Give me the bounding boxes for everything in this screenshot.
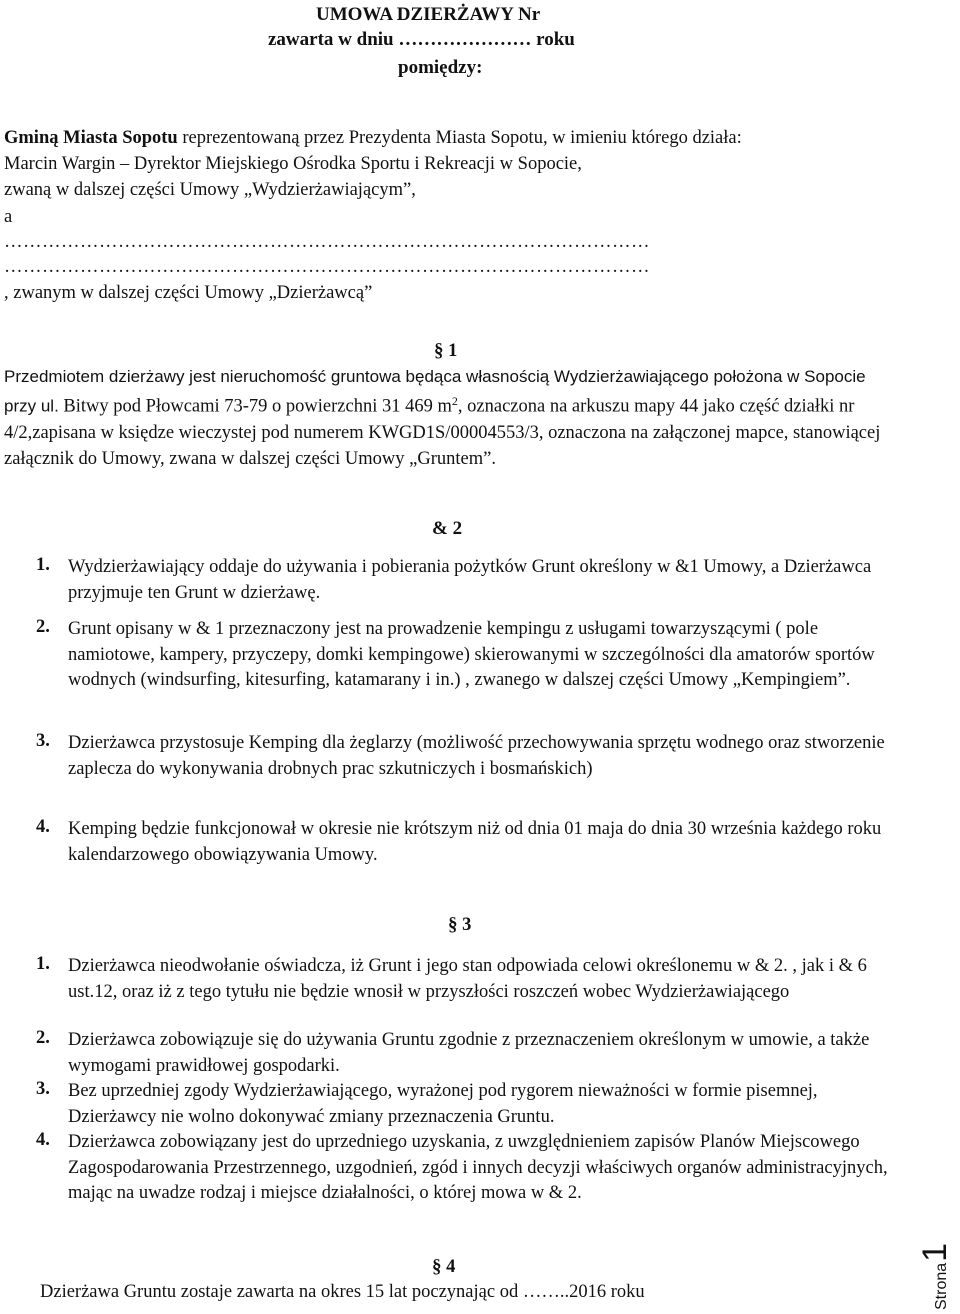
party1-name: Gminą Miasta Sopotu xyxy=(4,128,178,148)
section-symbol: § xyxy=(432,1256,442,1277)
party2-dots-line2: ………………………………………………………………………………………… xyxy=(4,257,650,277)
party1-line1 xyxy=(4,128,742,149)
s2-item-3-num: 3. xyxy=(36,731,50,751)
s3-item-4-text: Dzierżawca zobowiązany jest do uprzedniego uzyskania, z uwzględnieniem zapisów Planów Miejscowego Zagospodarowania Przestrzennego, uzgodnień, zgód i innych decyzji właściwych organów administracyjnych, mając na uwadze rodzaj i miejsce działalności, o której mowa w & 2. xyxy=(68,1132,888,1203)
party2-dots-line1: ………………………………………………………………………………………… xyxy=(4,232,650,252)
party1-line3: zwaną w dalszej części Umowy „Wydzierżawiającym”, xyxy=(4,180,416,200)
party1-line2: Marcin Wargin – Dyrektor Miejskiego Ośrodka Sportu i Rekreacji w Sopocie, xyxy=(4,154,582,174)
section-4-heading xyxy=(432,1256,455,1278)
section-number: 1 xyxy=(448,341,458,361)
section-number: 4 xyxy=(446,1257,456,1277)
s3-item-1-text: Dzierżawca nieodwołanie oświadcza, iż Grunt i jego stan odpowiada celowi określonemu w & 2. , jak i & 6 ust.12, oraz iż z tego tytułu nie będzie wnosił w przyszłości roszczeń wobec Wydzierżawiającego xyxy=(68,956,867,1002)
section-1-text-c: , oznaczona na arkuszu mapy 44 jako część działki nr 4/2,zapisana w księdze wieczystej pod numerem KWGD1S/00004553/3, oznaczona na załączonej mapce, stanowiącej załącznik do Umowy, zwana w dalszej części Umowy „Gruntem”. xyxy=(4,396,881,469)
section-1-text-b: Bitwy pod Płowcami 73-79 o powierzchni 31 469 m xyxy=(58,396,452,417)
s3-item-3-num: 3. xyxy=(36,1079,50,1099)
s3-item-3-text: Bez uprzedniej zgody Wydzierżawiającego, wyrażonej pod rygorem nieważności w formie pisemnej, Dzierżawcy nie wolno dokonywać zmiany przeznaczenia Gruntu. xyxy=(68,1081,818,1127)
s2-item-1-num: 1. xyxy=(36,555,50,575)
page-word: Strona xyxy=(933,1262,950,1310)
section-symbol: § xyxy=(448,914,458,935)
section-1-text-a: Przedmiotem dzierżawy jest nieruchomość gruntowa będąca własnością Wydzierżawiającego położona w Sopocie przy ul. xyxy=(4,367,866,416)
section-2-heading: & 2 xyxy=(432,518,463,539)
page-number-marker xyxy=(916,1238,960,1310)
s2-item-1-text: Wydzierżawiający oddaje do używania i pobierania pożytków Grunt określony w &1 Umowy, a Dzierżawca przyjmuje ten Grunt w dzierżawę. xyxy=(68,557,872,603)
section-1-heading xyxy=(434,340,457,362)
page-number: 1 xyxy=(916,1242,954,1262)
document-title: UMOWA DZIERŻAWY Nr xyxy=(316,4,541,25)
s2-item-4-num: 4. xyxy=(36,817,50,837)
and-word: a xyxy=(4,207,13,227)
s2-item-4-text: Kemping będzie funkcjonował w okresie nie krótszym niż od dnia 01 maja do dnia 30 września każdego roku kalendarzowego obowiązywania Umowy. xyxy=(68,819,882,865)
date-line: zawarta w dniu ………………… roku xyxy=(268,29,575,50)
section-1-text xyxy=(4,364,884,472)
between-label: pomiędzy: xyxy=(398,57,483,78)
s2-item-2-text: Grunt opisany w & 1 przeznaczony jest na prowadzenie kempingu z usługami towarzyszącymi ( pole namiotowe, kampery, przyczepy, domki kempingowe) skierowanymi w szczególności dla amatorów sportów wodnych (windsurfing, kitesurfing, katamarany i in.) , zwanego w dalszej części Umowy „Kempingiem”. xyxy=(68,619,875,690)
section-symbol: § xyxy=(434,340,444,361)
s3-item-2-num: 2. xyxy=(36,1028,50,1048)
s2-item-2-num: 2. xyxy=(36,617,50,637)
section-3-heading xyxy=(448,914,471,936)
party2-line: , zwanym w dalszej części Umowy „Dzierżawcą” xyxy=(4,283,373,303)
area-unit-sup: 2 xyxy=(451,394,458,408)
s3-item-1-num: 1. xyxy=(36,954,50,974)
s3-item-2-text: Dzierżawca zobowiązuje się do używania Gruntu zgodnie z przeznaczeniem określonym w umowie, a także wymogami prawidłowej gospodarki. xyxy=(68,1030,870,1076)
section-number: 3 xyxy=(462,915,472,935)
section-4-text: Dzierżawa Gruntu zostaje zawarta na okres 15 lat poczynając od ……..2016 roku xyxy=(40,1282,645,1302)
party1-representation: reprezentowaną przez Prezydenta Miasta Sopotu, w imieniu którego działa: xyxy=(177,128,742,148)
s3-item-4-num: 4. xyxy=(36,1130,50,1150)
s2-item-3-text: Dzierżawca przystosuje Kemping dla żeglarzy (możliwość przechowywania sprzętu wodnego oraz stworzenie zaplecza do wykonywania drobnych prac szkutniczych i bosmańskich) xyxy=(68,733,885,779)
